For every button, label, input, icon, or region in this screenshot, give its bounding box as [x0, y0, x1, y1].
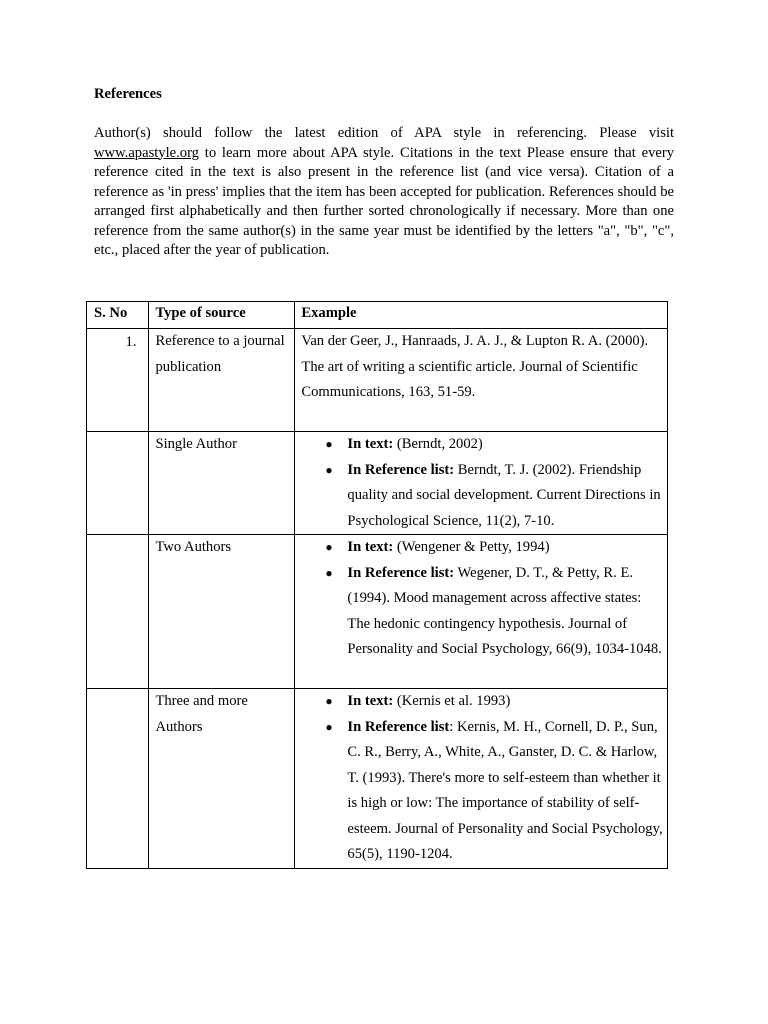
intro-text-1: Author(s) should follow the latest edition of APA style in referencing. Please visit	[94, 125, 674, 141]
reflist-value: : Kernis, M. H., Cornell, D. P., Sun, C. R., Berry, A., White, A., Ganster, D. C. & Harlow, T. (1993). There's more to self-esteem than whether it is high or low: The importance of stability of self-esteem. Journal of Personality and Social Psychology, 65(5), 1190-1204.	[347, 718, 663, 862]
row-example: Van der Geer, J., Hanraads, J. A. J., & Lupton R. A. (2000). The art of writing a scientific article. Journal of Scientific Communications, 163, 51-59.	[295, 329, 668, 432]
intext-value: (Berndt, 2002)	[393, 436, 483, 452]
row-type: Reference to a journal publication	[149, 329, 295, 432]
row-example	[295, 432, 668, 535]
table-header-row	[87, 302, 668, 329]
row-sno	[87, 689, 149, 869]
example-list	[301, 432, 667, 534]
list-item	[301, 432, 667, 458]
intext-value: (Kernis et al. 1993)	[393, 693, 511, 709]
header-sno: S. No	[87, 302, 149, 329]
row-sno	[87, 432, 149, 535]
list-item	[301, 689, 667, 715]
bullet-icon: ●	[325, 719, 333, 734]
example-list	[301, 535, 667, 663]
intext-value: (Wengener & Petty, 1994)	[393, 539, 550, 555]
intro-paragraph	[94, 124, 674, 261]
apastyle-link[interactable]: www.apastyle.org	[94, 144, 199, 161]
reflist-label: In Reference list:	[347, 564, 455, 581]
reflist-value: Wegener, D. T., & Petty, R. E. (1994). Mood management across affective states: The hedonic contingency hypothesis. Journal of Personality and Social Psychology, 66(9), 1034-1048.	[347, 564, 662, 657]
row-type: Single Author	[149, 432, 295, 535]
reflist-value: Berndt, T. J. (2002). Friendship quality and social development. Current Directions in Psychological Science, 11(2), 7-10.	[347, 461, 661, 529]
table-row	[87, 689, 668, 869]
row-type: Three and more Authors	[149, 689, 295, 869]
row-sno	[87, 535, 149, 689]
list-item	[301, 458, 667, 535]
bullet-icon: ●	[325, 437, 333, 451]
example-list	[301, 689, 667, 868]
reflist-label: In Reference list	[347, 718, 450, 735]
page-title: References	[94, 86, 162, 102]
table-row	[87, 329, 668, 432]
list-item	[301, 561, 667, 663]
header-example: Example	[295, 302, 668, 329]
table-row	[87, 432, 668, 535]
row-sno: 1.	[87, 329, 149, 432]
list-item	[301, 535, 667, 561]
references-table	[86, 301, 668, 869]
row-example	[295, 535, 668, 689]
header-type: Type of source	[149, 302, 295, 329]
list-item	[301, 715, 667, 868]
bullet-icon: ●	[325, 565, 333, 580]
bullet-icon: ●	[325, 540, 333, 554]
intext-label: In text:	[347, 693, 394, 709]
row-example	[295, 689, 668, 869]
intext-label: In text:	[347, 539, 394, 555]
bullet-icon: ●	[325, 694, 333, 708]
table-row	[87, 535, 668, 689]
reflist-label: In Reference list:	[347, 461, 455, 478]
row-type: Two Authors	[149, 535, 295, 689]
bullet-icon: ●	[325, 462, 333, 477]
intro-text-2: to learn more about APA style. Citations in the text Please ensure that every reference cited in the text is also present in the reference list (and vice versa). Citation of a reference as 'in press' implies that the item has been accepted for publication. References should be arranged first alphabetically and then further sorted chronologically if necessary. More than one reference from the same author(s) in the same year must be identified by the letters "a", "b", "c", etc., placed after the year of publication.	[94, 144, 674, 258]
intext-label: In text:	[347, 436, 394, 452]
